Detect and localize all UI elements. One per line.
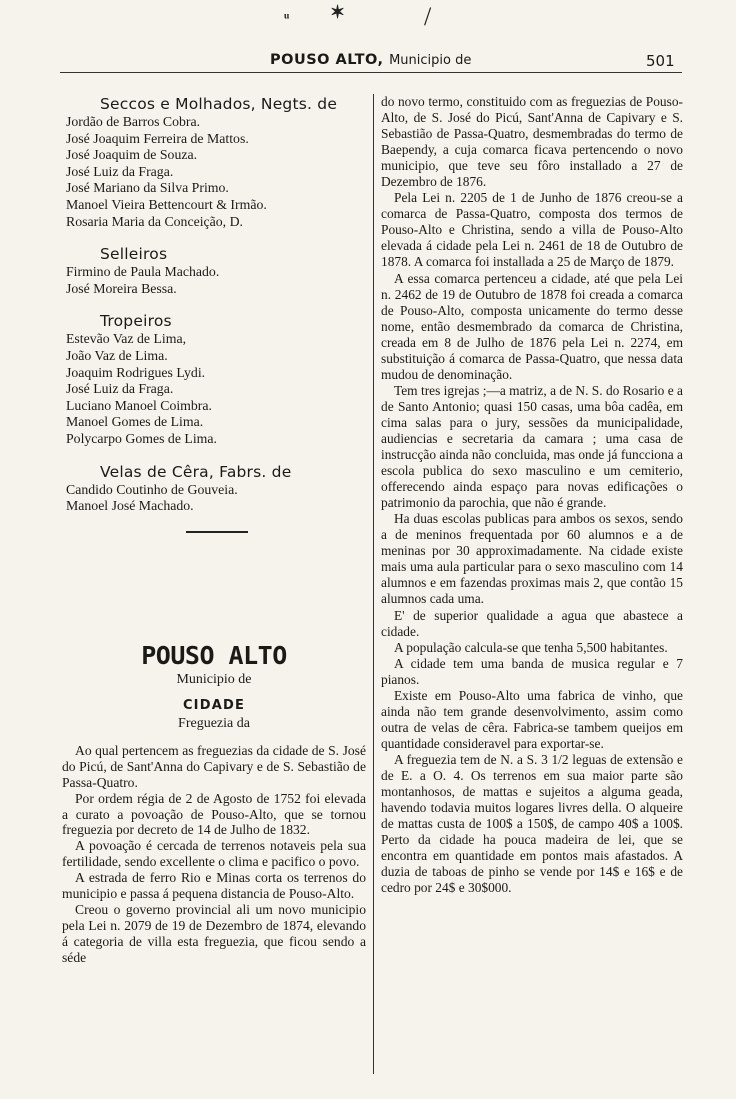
ink-mark: / bbox=[424, 2, 432, 31]
list-item: Manoel Vieira Bettencourt & Irmão. bbox=[66, 196, 267, 212]
list-item: José Joaquim de Souza. bbox=[66, 147, 198, 163]
ink-mark: ✶ bbox=[330, 2, 346, 22]
list-item: Candido Coutinho de Gouveia. bbox=[66, 481, 238, 497]
section-subtitle: Municipio de bbox=[176, 671, 252, 687]
section-rule bbox=[186, 531, 248, 533]
directory-list bbox=[62, 462, 366, 515]
list-item: José Moreira Bessa. bbox=[66, 280, 177, 296]
directory-list bbox=[62, 244, 366, 297]
paragraph: A estrada de ferro Rio e Minas corta os terrenos do municipio e passa á pequena distancia de Pouso-Alto. bbox=[62, 870, 366, 902]
paragraph: Por ordem régia de 2 de Agosto de 1752 foi elevada a curato a povoação de Pouso-Alto, que se tornou freguezia por decreto de 14 de Julho de 1832. bbox=[62, 790, 366, 838]
name-list bbox=[66, 482, 366, 515]
list-heading: Seccos e Molhados, Negts. de bbox=[100, 95, 338, 113]
right-column bbox=[381, 94, 683, 896]
list-item: José Luiz da Fraga. bbox=[66, 163, 174, 179]
paragraph: Creou o governo provincial ali um novo municipio pela Lei n. 2079 de 19 de Dezembro de 1874, elevando á categoria de villa esta freguezia, que ficou sendo a séde bbox=[62, 902, 366, 966]
paragraph: A população calcula-se que tenha 5,500 habitantes. bbox=[394, 639, 668, 655]
subsection-title: CIDADE bbox=[182, 697, 246, 713]
list-item: João Vaz de Lima. bbox=[66, 347, 168, 363]
list-item: José Joaquim Ferreira de Mattos. bbox=[66, 130, 249, 146]
list-item: Manoel José Machado. bbox=[66, 498, 194, 514]
name-list bbox=[66, 331, 366, 447]
paragraph: E' de superior qualidade a agua que abastece a cidade. bbox=[381, 607, 683, 639]
paragraph: A cidade tem uma banda de musica regular e 7 pianos. bbox=[381, 655, 683, 687]
paragraph: A essa comarca pertenceu a cidade, até que pela Lei n. 2462 de 19 de Outubro de 1878 foi creada a comarca de Pouso-Alto, composta unicamente do termo desse nome, então desmembrado da comarca de Christina, creada em 8 de Julho de 1876 pela Lei n. 2274, em substituição á comarca de Passa-Quatro, que nessa data mudou de denominação. bbox=[381, 270, 683, 382]
directory-list bbox=[62, 311, 366, 447]
list-item: Luciano Manoel Coimbra. bbox=[66, 397, 212, 413]
list-item: Manoel Gomes de Lima. bbox=[66, 414, 204, 430]
paragraph: do novo termo, constituido com as freguezias de Pouso-Alto, de S. José do Picú, Sant'Anna de Capivary e S. Sebastião de Passa-Quatro, desmembradas do termo de Baependy, a cuja comarca ficava pertencendo o novo municipio, que teve seu fôro installado a 27 de Dezembro de 1876. bbox=[381, 94, 683, 190]
paragraph: Ha duas escolas publicas para ambos os sexos, sendo a de meninos frequentada por 60 alumnos e a de meninas por 30 approximadamente. Na cidade existe mais uma aula particular para o sexo masculino com 14 alumnos e em fazendas proximas mais 2, que contão 15 alumnos cada uma. bbox=[381, 511, 683, 607]
paragraph: Pela Lei n. 2205 de 1 de Junho de 1876 creou-se a comarca de Passa-Quatro, composta dos termos de Pouso-Alto e Christina, sendo a villa de Pouso-Alto elevada á cidade pela Lei n. 2461 de 18 de Outubro de 1878. A comarca foi installada a 25 de Março de 1879. bbox=[381, 190, 683, 270]
list-item: Firmino de Paula Machado. bbox=[66, 264, 220, 280]
directory-list bbox=[62, 94, 366, 230]
list-heading: Selleiros bbox=[100, 245, 168, 264]
paragraph: Existe em Pouso-Alto uma fabrica de vinho, que ainda não tem grande desenvolvimento, assim como outra de velas de cêra. Fabrica-se tambem queijos em quantidade consideravel para exportar-se. bbox=[381, 687, 683, 751]
paragraph: A freguezia tem de N. a S. 3 1/2 leguas de extensão e de E. a O. 4. Os terrenos em sua maior parte são montanhosos, de mattas e sujeitos a alguma geada, havendo todavia muitos logares livres della. O alqueire de mattas custa de 100$ a 150$, de campo 40$ a 100$. Perto da cidade ha pouca madeira de lei, que se encontra em quantidade em pontos mais afastados. A duzia de taboas de pinho se vende por 14$ e 16$ e de cedro por 24$ e 30$000. bbox=[381, 751, 683, 896]
list-item: José Mariano da Silva Primo. bbox=[66, 180, 229, 196]
header-title: POUSO ALTO, Municipio de bbox=[270, 52, 472, 68]
section-title: POUSO ALTO bbox=[141, 640, 287, 670]
list-item: Estevão Vaz de Lima, bbox=[66, 331, 187, 347]
paragraph: Ao qual pertencem as freguezias da cidade de S. José do Picú, de Sant'Anna do Capivary e de S. Sebastião de Passa-Quatro. bbox=[62, 742, 366, 790]
subsection-subtitle: Freguezia da bbox=[178, 715, 250, 731]
paragraph: Tem tres igrejas ;—a matriz, a de N. S. do Rosario e a de Santo Antonio; quasi 150 casas, uma bôa cadêa, em cima salas para o jury, sessões da municipalidade, audiencias e secretaria da camara ; uma casa de instrucção ainda não concluida, mas onde já funcciona a escola publica do sexo masculino e um cemiterio, offerecendo ainda espaço para novas edificações o patrimonio da parochia, que não é grande. bbox=[381, 382, 683, 511]
column-divider bbox=[373, 94, 374, 1074]
name-list bbox=[66, 114, 366, 230]
list-heading: Tropeiros bbox=[100, 312, 172, 331]
list-item: Polycarpo Gomes de Lima. bbox=[66, 430, 217, 446]
list-heading: Velas de Cêra, Fabrs. de bbox=[100, 462, 292, 481]
list-item: José Luiz da Fraga. bbox=[66, 381, 174, 397]
name-list bbox=[66, 264, 366, 297]
left-column bbox=[62, 94, 366, 966]
list-item: Jordão de Barros Cobra. bbox=[66, 114, 201, 129]
list-item: Rosaria Maria da Conceição, D. bbox=[66, 213, 243, 229]
list-item: Joaquim Rodrigues Lydi. bbox=[66, 364, 206, 380]
ink-mark: ᵘ bbox=[284, 10, 290, 27]
paragraph: A povoação é cercada de terrenos notaveis pela sua fertilidade, sendo excellente o clima e pacifico o povo. bbox=[62, 838, 366, 870]
page-number: 501 bbox=[646, 52, 675, 70]
running-header bbox=[60, 46, 682, 73]
